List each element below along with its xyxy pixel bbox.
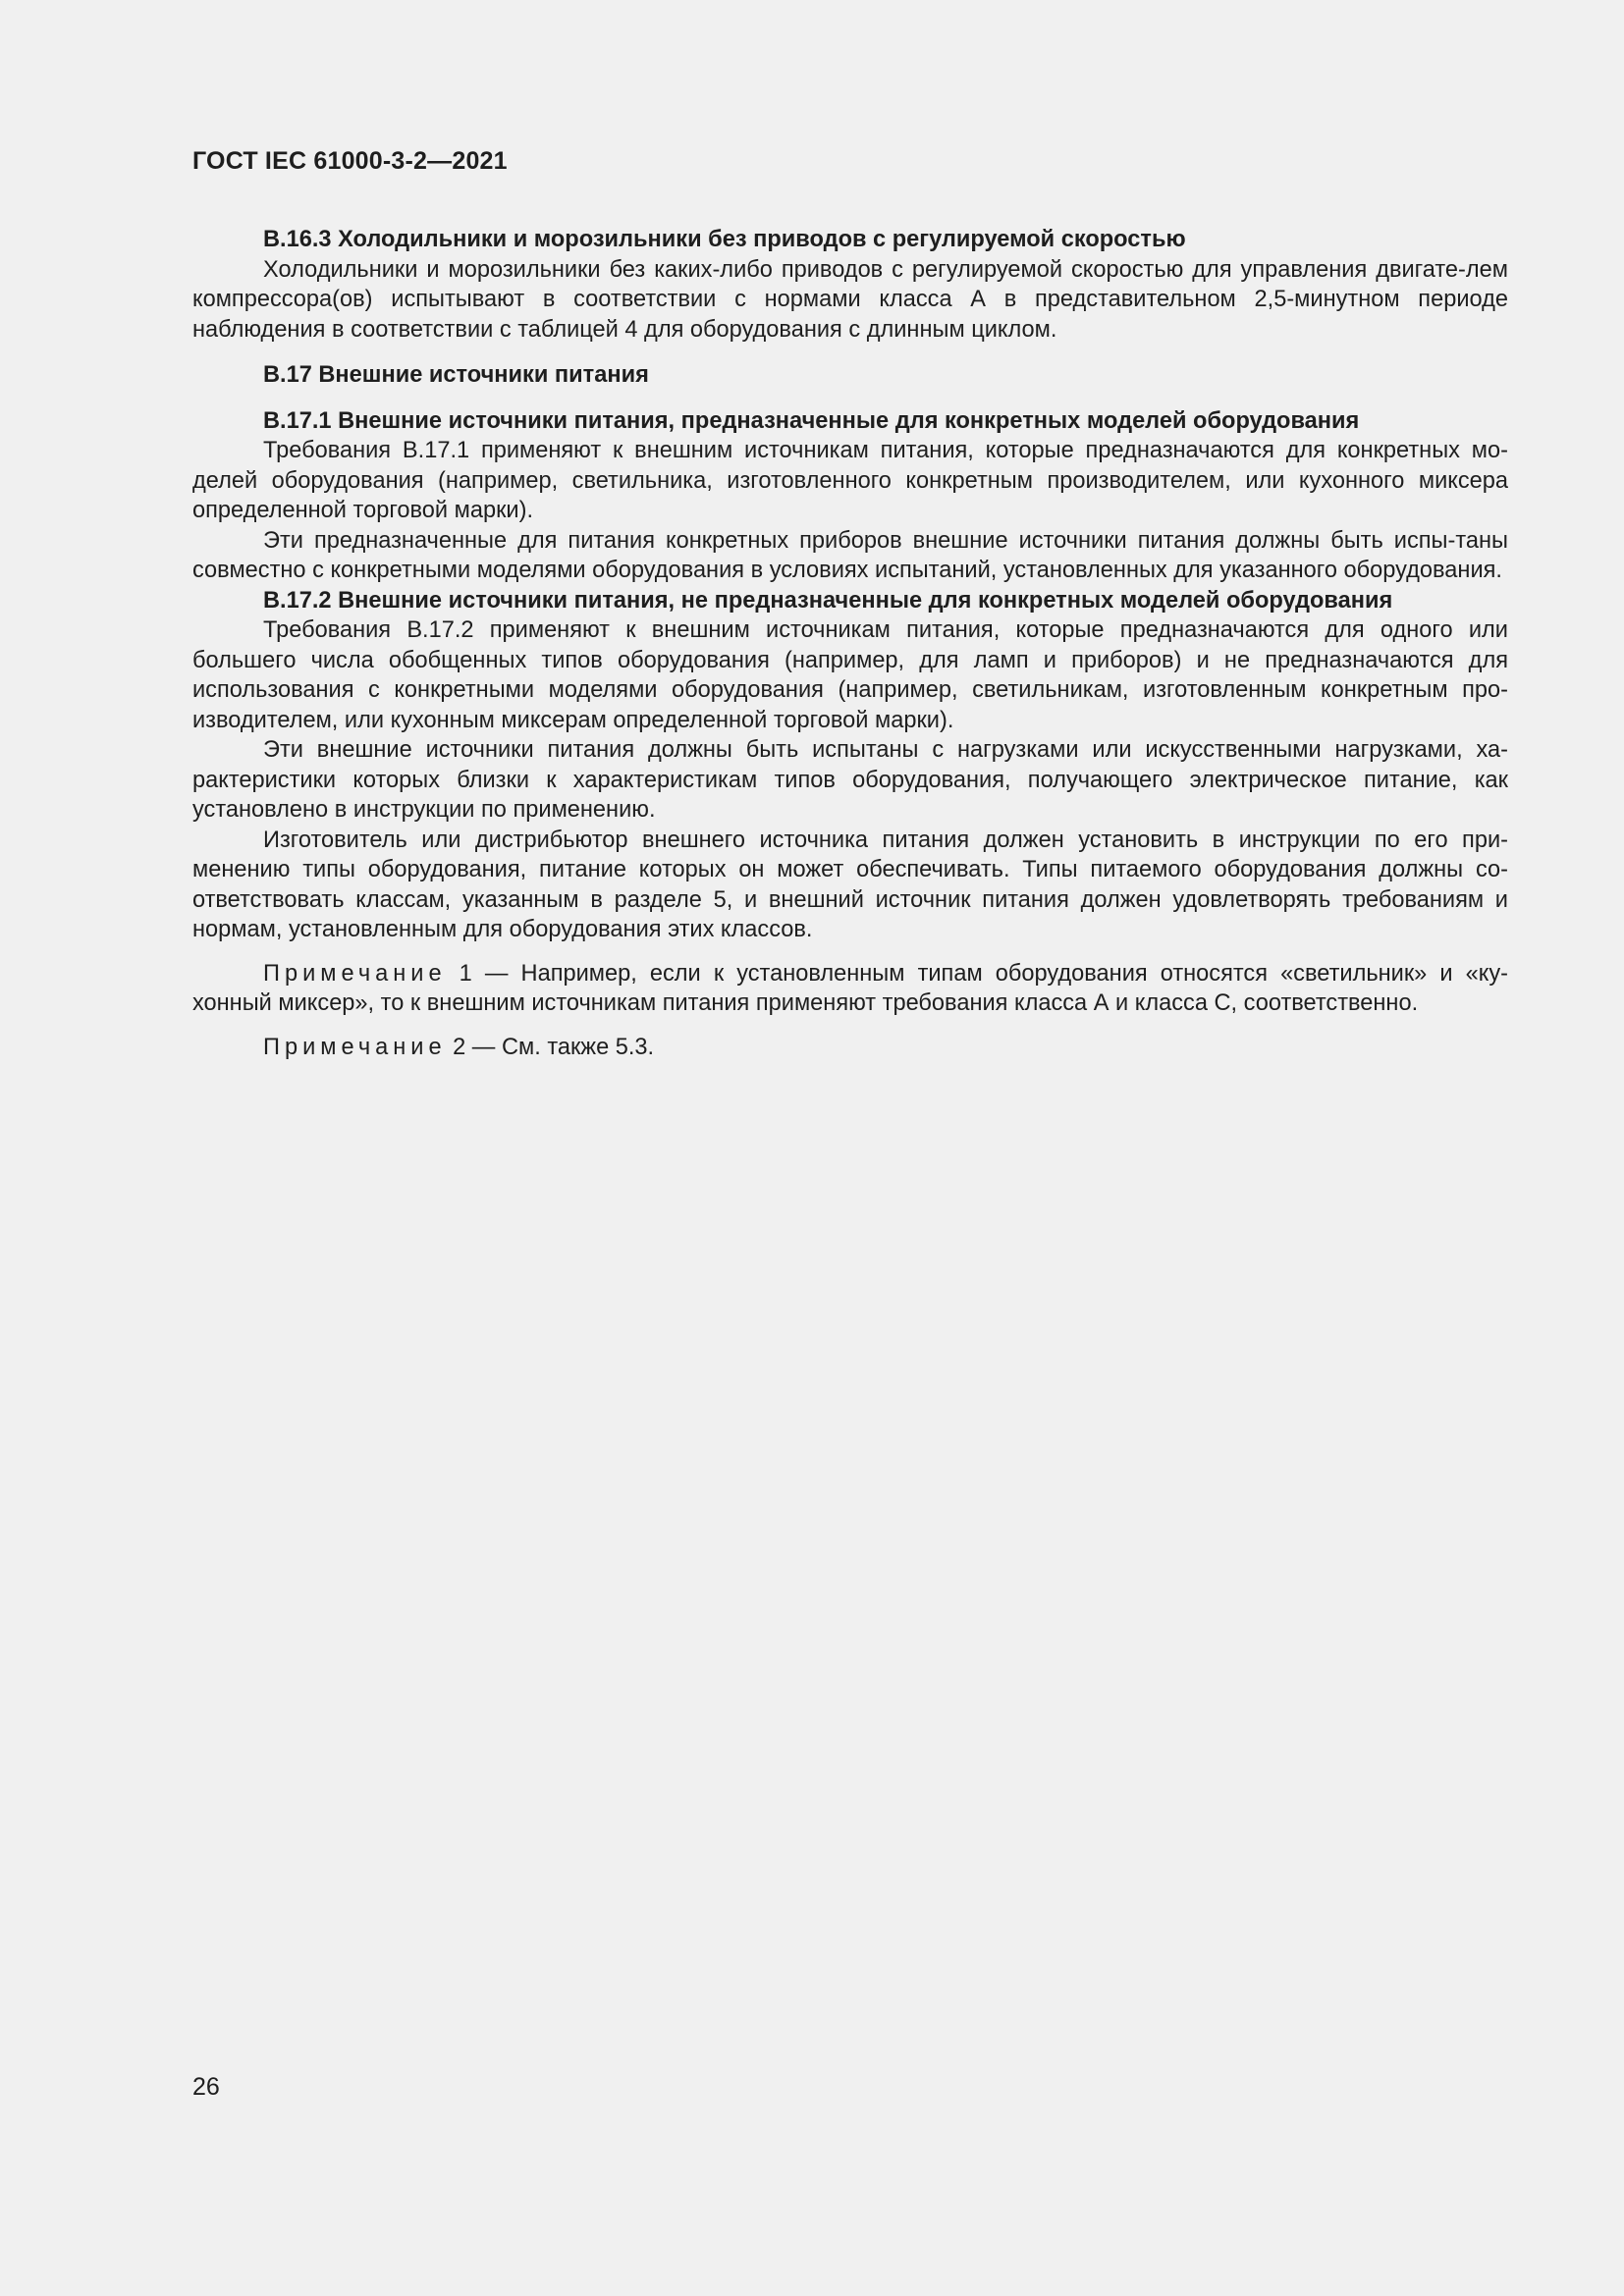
note-label: Примечание <box>263 1034 447 1060</box>
note-2 <box>192 1033 1508 1063</box>
section-heading-b17-2: B.17.2 Внешние источники питания, не предназначенные для конкретных моделей оборудования <box>263 587 1393 614</box>
note-text: 1 — Например, если к установленным типам оборудования относятся «светильник» и «ку-хонный миксер», то к внешним источникам питания применяют требования класса А и класса С, соответственно. <box>192 960 1508 1016</box>
document-header: ГОСТ IEC 61000-3-2—2021 <box>192 147 508 175</box>
page-number: 26 <box>192 2073 220 2101</box>
paragraph: Холодильники и морозильники без каких-либо приводов с регулируемой скоростью для управления двигате-лем компрессора(ов) испытывают в соответствии с нормами класса А в представительном 2,5-минутном периоде наблюдения в соответствии с таблицей 4 для оборудования с длинным циклом. <box>192 256 1508 343</box>
section-heading-b17: B.17 Внешние источники питания <box>263 362 649 388</box>
note-1 <box>192 959 1508 1019</box>
paragraph: Эти предназначенные для питания конкретных приборов внешние источники питания должны быть испы-таны совместно с конкретными моделями оборудования в условиях испытаний, установленных для указанного оборудования. <box>192 527 1508 583</box>
paragraph: Требования B.17.2 применяют к внешним источникам питания, которые предназначаются для одного или большего числа обобщенных типов оборудования (например, для ламп и приборов) и не предназначаются для использования с конкретными моделями оборудования (например, светильникам, изготовленным конкретным про-изводителем, или кухонным миксерам определенной торговой марки). <box>192 617 1508 733</box>
document-body <box>192 225 1508 1062</box>
paragraph: Требования B.17.1 применяют к внешним источникам питания, которые предназначаются для конкретных мо-делей оборудования (например, светильника, изготовленного конкретным производителем, или кухонного миксера определенной торговой марки). <box>192 438 1508 523</box>
section-heading-b17-1: B.17.1 Внешние источники питания, предназначенные для конкретных моделей оборудования <box>263 407 1360 434</box>
paragraph: Эти внешние источники питания должны быть испытаны с нагрузками или искусственными нагрузками, ха-рактеристики которых близки к характеристикам типов оборудования, получающего электрическое питание, как установлено в инструкции по применению. <box>192 737 1508 823</box>
note-text: 2 — См. также 5.3. <box>446 1034 655 1060</box>
note-label: Примечание <box>263 960 447 987</box>
section-heading-b16-3: B.16.3 Холодильники и морозильники без приводов с регулируемой скоростью <box>263 227 1186 252</box>
paragraph: Изготовитель или дистрибьютор внешнего источника питания должен установить в инструкции по его при-менению типы оборудования, питание которых он может обеспечивать. Типы питаемого оборудования должны со-ответствовать классам, указанным в разделе 5, и внешний источник питания должен удовлетворять требованиям и нормам, установленным для оборудования этих классов. <box>192 827 1508 942</box>
